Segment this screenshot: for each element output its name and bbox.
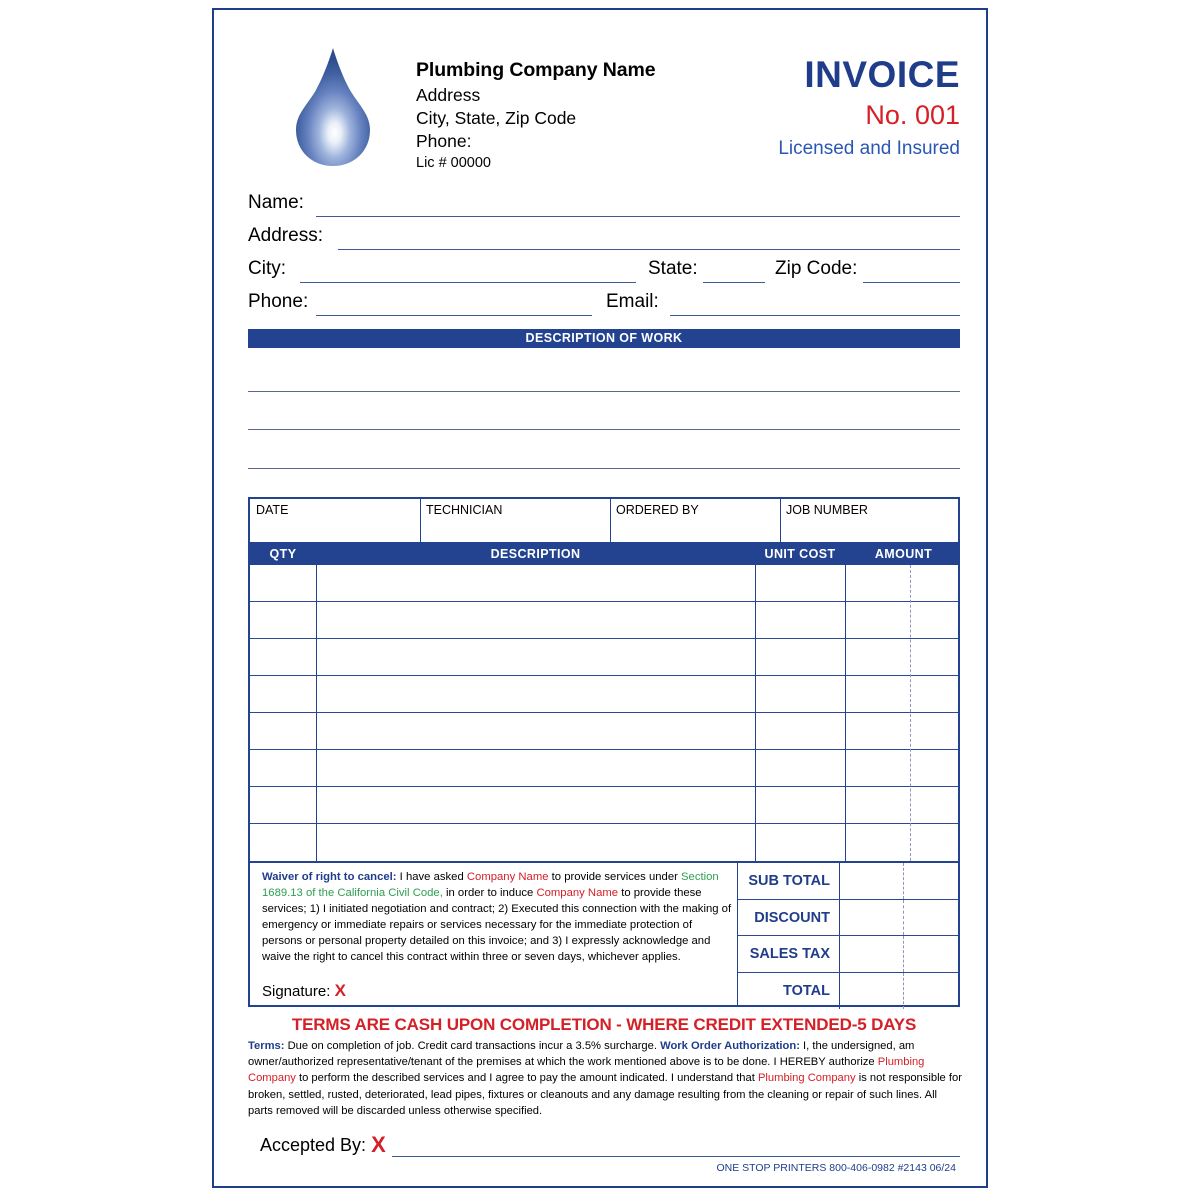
description-of-work-line-2[interactable] [248, 429, 960, 430]
waiver-text [262, 869, 733, 965]
company-license: Lic # 00000 [416, 155, 491, 172]
company-phone: Phone: [416, 130, 472, 151]
waiver-company-1: Company Name [466, 871, 549, 883]
line-items-column-header [250, 544, 958, 565]
name-input[interactable] [316, 216, 960, 217]
waiver-company-2: Company Name [536, 887, 619, 900]
discount-box-divider [839, 900, 840, 936]
waiver-code-reference: Section 1689.13 of the California Civil Code, [262, 871, 719, 900]
line-items-table [248, 497, 960, 1007]
discount-label: DISCOUNT [754, 909, 830, 926]
phone-email-row [248, 291, 960, 324]
invoice-header [248, 40, 960, 180]
description-of-work-line-3[interactable] [248, 468, 960, 469]
description-of-work-line-1[interactable] [248, 391, 960, 392]
totals-row-total[interactable] [738, 973, 958, 1010]
name-field-row [248, 192, 960, 225]
terms-text-1: Due on completion of job. Credit card transactions incur a 3.5% surcharge. [284, 1040, 661, 1052]
printer-credit: ONE STOP PRINTERS 800-406-0982 #2143 06/24 [716, 1162, 956, 1174]
city-label: City: [248, 258, 286, 279]
table-row[interactable] [250, 787, 958, 824]
table-row[interactable] [250, 602, 958, 639]
state-label: State: [648, 258, 698, 279]
city-state-zip-row [248, 258, 960, 291]
sales-tax-cents-divider [903, 936, 904, 972]
subtotal-box-divider [839, 863, 840, 899]
company-address: Address [416, 84, 481, 105]
table-row[interactable] [250, 639, 958, 676]
signature-line[interactable] [262, 981, 346, 1001]
column-header-qty: QTY [269, 547, 297, 561]
waiver-seg-1: I have asked [396, 871, 467, 883]
state-input[interactable] [703, 282, 765, 283]
line-items-body [250, 565, 958, 861]
invoice-title: INVOICE [804, 54, 960, 95]
waiver-seg-3: in order to induce [442, 887, 537, 900]
invoice-title-block [630, 56, 960, 160]
signature-label: Signature: [262, 983, 331, 1000]
subtotal-cents-divider [903, 863, 904, 899]
sales-tax-label: SALES TAX [749, 946, 830, 962]
terms-headline: TERMS ARE CASH UPON COMPLETION - WHERE CREDIT EXTENDED-5 DAYS [291, 1015, 917, 1034]
accepted-by-signature-input[interactable] [392, 1156, 960, 1157]
terms-company-1: Plumbing Company [248, 1056, 925, 1085]
job-meta-row [250, 499, 958, 544]
waiver-and-totals [250, 861, 958, 1007]
zip-input[interactable] [863, 282, 960, 283]
city-input[interactable] [300, 282, 636, 283]
accepted-by-label: Accepted By: [260, 1135, 367, 1155]
invoice-number: No. 001 [865, 99, 960, 130]
address-label: Address: [248, 225, 323, 246]
totals-row-subtotal[interactable] [738, 863, 958, 900]
customer-fields [248, 192, 960, 324]
date-label: DATE [256, 503, 289, 517]
totals-block [737, 863, 958, 1007]
company-name: Plumbing Company Name [416, 59, 656, 81]
auth-text-1: I, the undersigned, am owner/authorized representative/tenant of the premises at which the work mentioned above is to be done. I HEREBY authorize [248, 1040, 915, 1069]
totals-row-sales-tax[interactable] [738, 936, 958, 973]
accepted-by-block [260, 1132, 386, 1158]
zip-label: Zip Code: [775, 258, 858, 279]
licensed-insured-text: Licensed and Insured [778, 138, 960, 160]
job-number-cell[interactable] [780, 499, 962, 542]
terms-label: Terms: [248, 1040, 285, 1052]
total-cents-divider [903, 973, 904, 1010]
email-label: Email: [606, 291, 659, 312]
work-order-authorization-label: Work Order Authorization: [660, 1040, 800, 1052]
name-label: Name: [248, 192, 304, 213]
table-row[interactable] [250, 713, 958, 750]
invoice-frame [212, 8, 988, 1188]
phone-input[interactable] [316, 315, 592, 316]
discount-cents-divider [903, 900, 904, 936]
company-city-state-zip: City, State, Zip Code [416, 107, 577, 128]
totals-row-discount[interactable] [738, 900, 958, 937]
column-header-amount: AMOUNT [874, 547, 933, 561]
job-number-label: JOB NUMBER [786, 503, 868, 517]
total-label: TOTAL [783, 982, 830, 999]
address-input[interactable] [338, 249, 960, 250]
accepted-by-x-mark: X [371, 1132, 386, 1157]
auth-text-2: to perform the described services and I agree to pay the amount indicated. I understand that [295, 1072, 758, 1085]
auth-text-3: is not responsible for broken, settled, rusted, deteriorated, lead pipes, fixtures or cleanouts and any damage resulting from the cleaning or repair of such lines. All parts removed will be discarded unless otherwise specified. [248, 1072, 962, 1117]
column-header-unit-cost: UNIT COST [764, 547, 836, 561]
subtotal-label: SUB TOTAL [748, 873, 830, 889]
table-row[interactable] [250, 565, 958, 602]
description-of-work-bar: DESCRIPTION OF WORK [248, 329, 960, 348]
waiver-seg-2: to provide services under [548, 871, 682, 883]
signature-x-mark: X [334, 981, 346, 1000]
waiver-heading: Waiver of right to cancel: [262, 871, 397, 883]
technician-label: TECHNICIAN [426, 503, 503, 517]
sales-tax-box-divider [839, 936, 840, 972]
total-box-divider [839, 973, 840, 1010]
waiver-block [250, 863, 741, 1007]
ordered-by-cell[interactable] [610, 499, 780, 542]
waiver-seg-4: to provide these services; 1) I initiated negotiation and contract; 2) Executed this connection with the making of emergency or immediate repairs or services necessary for the immediate protection of persons or personal property detailed on this invoice; and 3) I expressly acknowledge and waive the right to cancel this contract within three or seven days, whichever applies. [262, 887, 732, 964]
column-header-description: DESCRIPTION [490, 547, 581, 561]
terms-company-2: Plumbing Company [757, 1072, 856, 1085]
address-field-row [248, 225, 960, 258]
table-row[interactable] [250, 824, 958, 861]
phone-label: Phone: [248, 291, 309, 312]
table-row[interactable] [250, 676, 958, 713]
technician-cell[interactable] [420, 499, 610, 542]
email-input[interactable] [670, 315, 960, 316]
table-row[interactable] [250, 750, 958, 787]
terms-body [248, 1038, 962, 1119]
ordered-by-label: ORDERED BY [616, 503, 699, 517]
date-cell[interactable] [250, 499, 420, 542]
water-drop-icon [290, 46, 376, 168]
